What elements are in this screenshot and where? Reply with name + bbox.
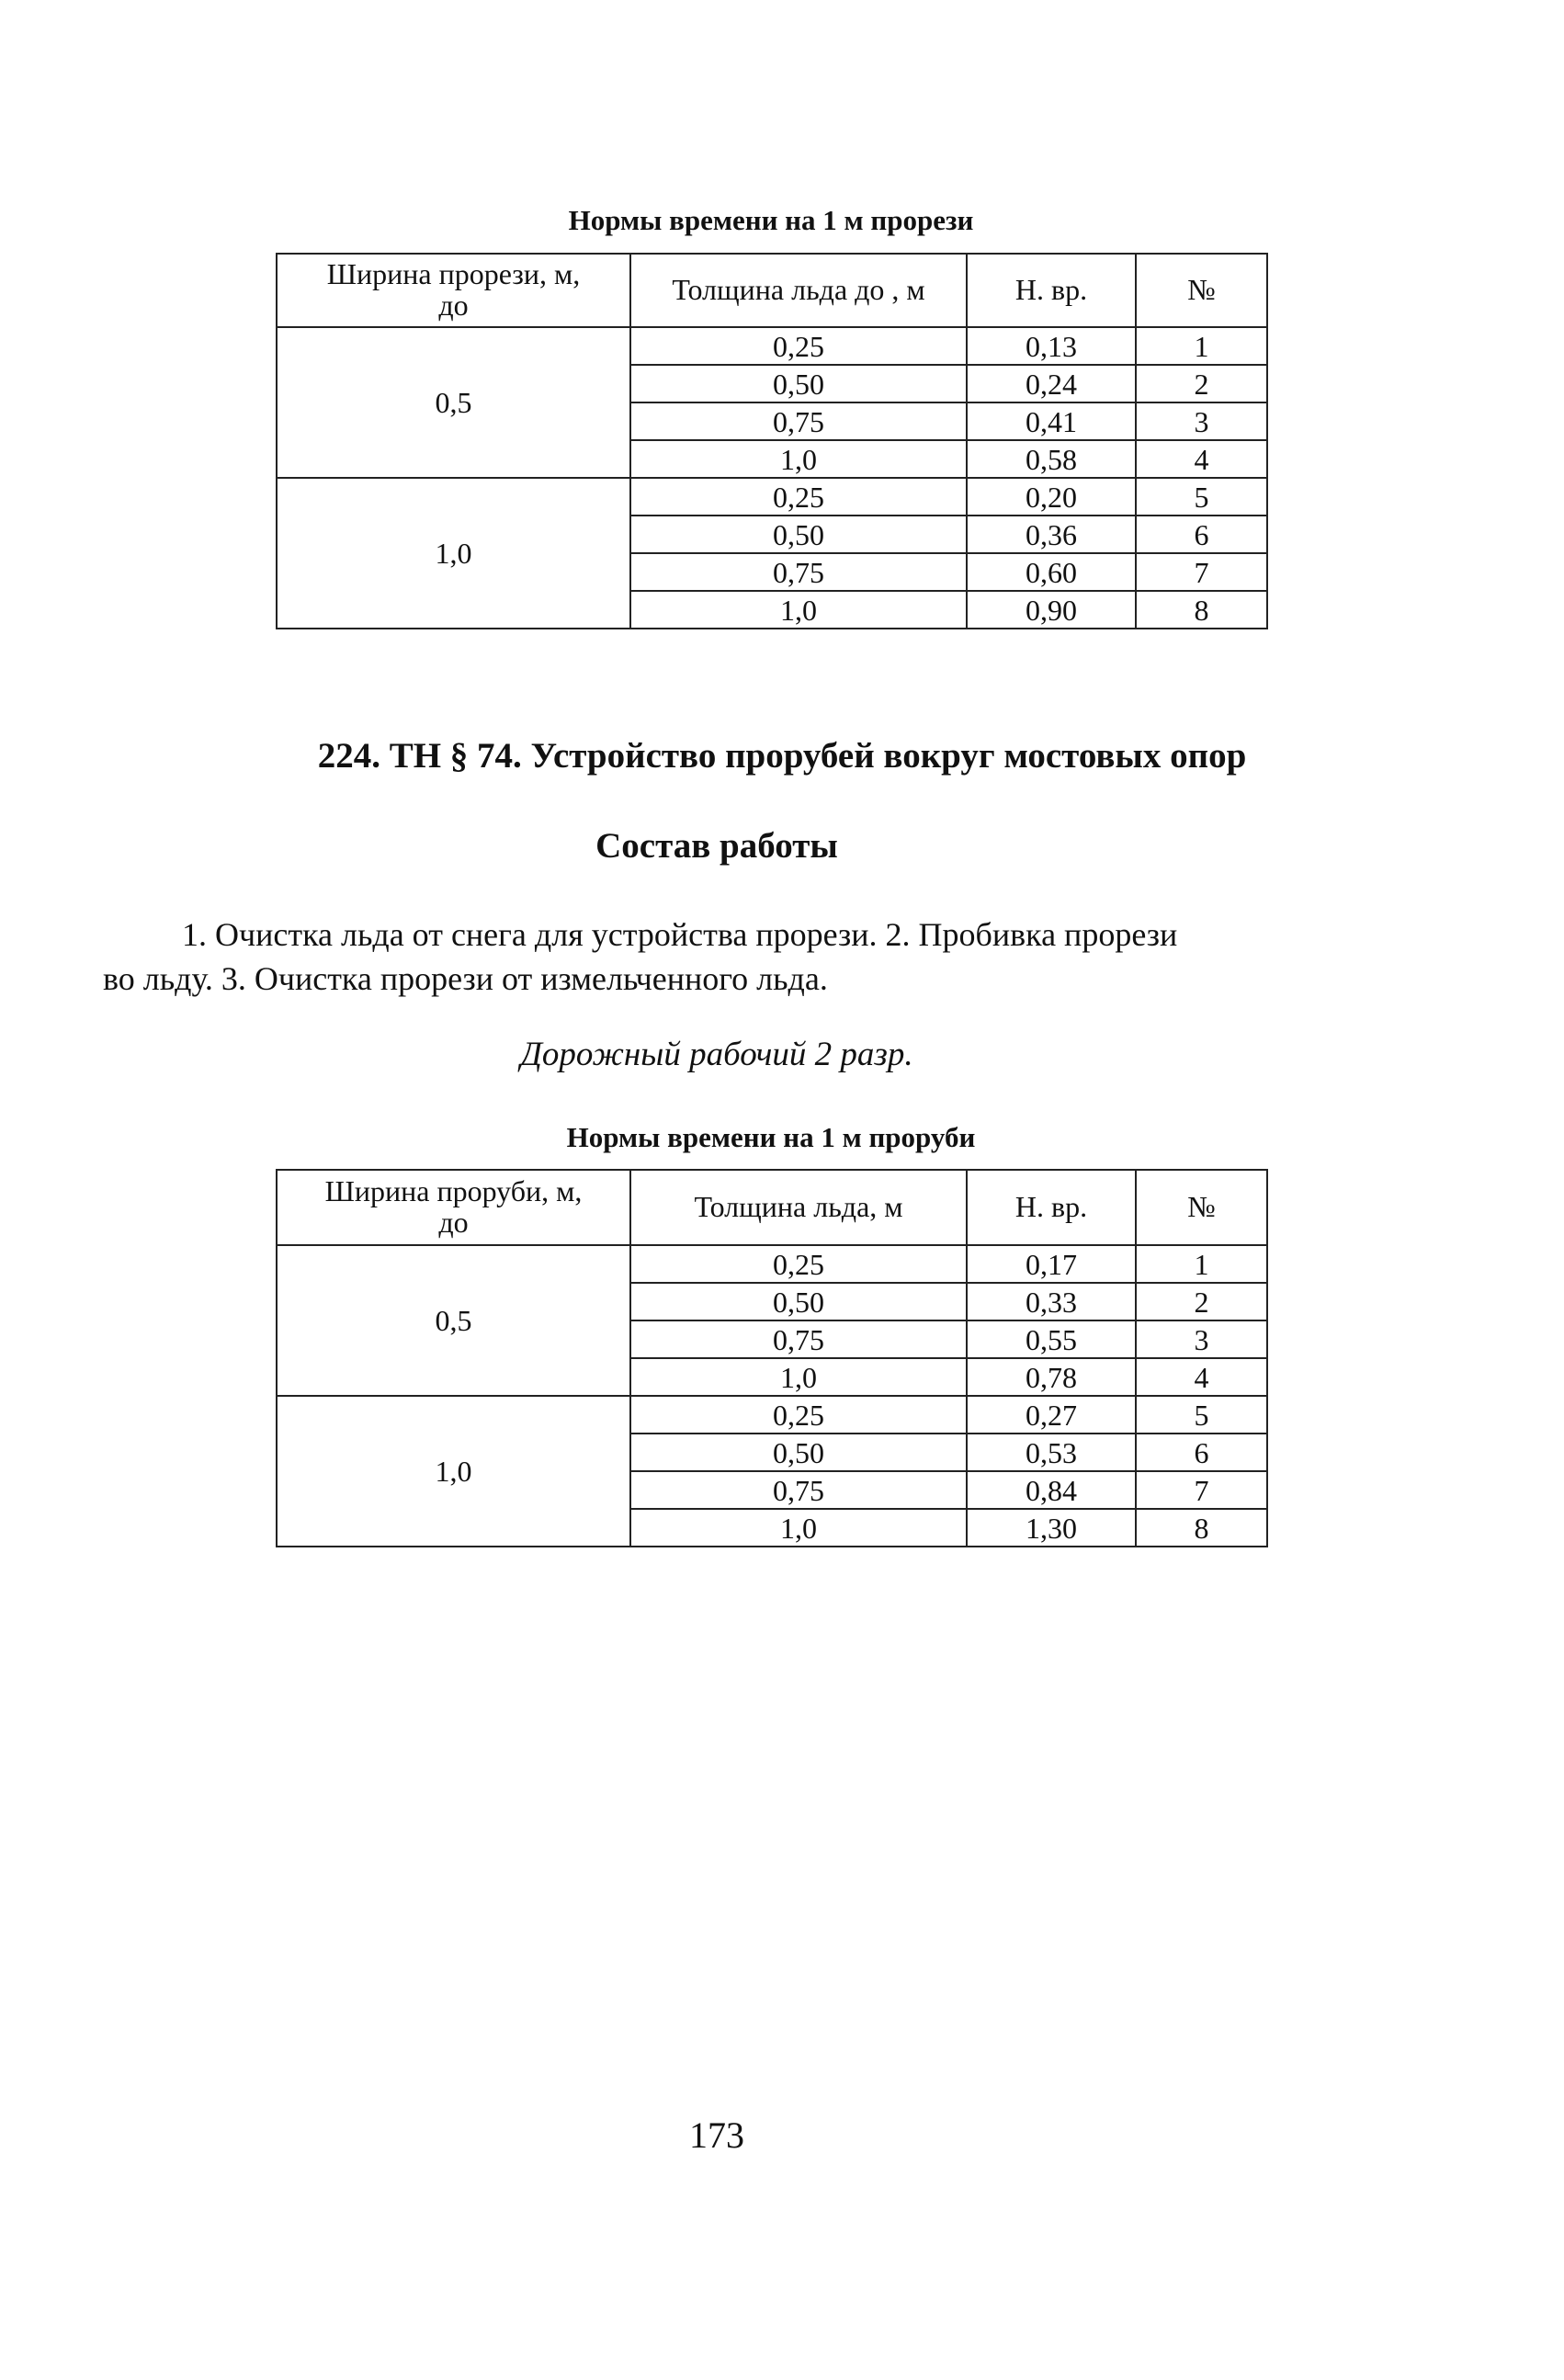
table1-header-row: [277, 254, 1267, 327]
table2-number-cell: 8: [1136, 1509, 1267, 1547]
table1-number-cell: 4: [1136, 440, 1267, 478]
table1-header-width: Ширина прорези, м, до: [277, 254, 630, 327]
work-composition-heading: Состав работы: [595, 826, 838, 866]
table1: [276, 253, 1268, 629]
table1-group-width: 1,0: [277, 478, 630, 629]
table2-header-number: №: [1136, 1170, 1267, 1245]
table2-thickness-cell: 1,0: [630, 1509, 967, 1547]
table1-thickness-cell: 0,50: [630, 365, 967, 402]
table1-header-thickness: Толщина льда до , м: [630, 254, 967, 327]
table2-thickness-cell: 0,50: [630, 1434, 967, 1471]
table2-number-cell: 7: [1136, 1471, 1267, 1509]
table1-caption: Нормы времени на 1 м прорези: [568, 204, 974, 236]
table1-number-cell: 6: [1136, 516, 1267, 553]
table2-norm-cell: 0,27: [967, 1396, 1136, 1434]
table2-header-norm: Н. вр.: [967, 1170, 1136, 1245]
table1-thickness-cell: 1,0: [630, 591, 967, 629]
table2-header-thickness: Толщина льда, м: [630, 1170, 967, 1245]
page-number: 173: [689, 2114, 744, 2156]
table1-number-cell: 8: [1136, 591, 1267, 629]
table2-number-cell: 5: [1136, 1396, 1267, 1434]
table-row: [277, 478, 1267, 516]
work-composition-line-1: 1. Очистка льда от снега для устройства прорези. 2. Пробивка прорези: [182, 916, 1178, 953]
table1-header-norm: Н. вр.: [967, 254, 1136, 327]
table2-header-width: Ширина проруби, м, до: [277, 1170, 630, 1245]
table1-norm-cell: 0,13: [967, 327, 1136, 365]
table2-norm-cell: 0,55: [967, 1320, 1136, 1358]
table1-thickness-cell: 1,0: [630, 440, 967, 478]
table1-number-cell: 3: [1136, 402, 1267, 440]
table1-number-cell: 2: [1136, 365, 1267, 402]
work-composition-line-2: во льду. 3. Очистка прорези от измельченного льда.: [103, 960, 828, 997]
table1-thickness-cell: 0,50: [630, 516, 967, 553]
table1-norm-cell: 0,20: [967, 478, 1136, 516]
table2-norm-cell: 0,17: [967, 1245, 1136, 1283]
table1-norm-cell: 0,24: [967, 365, 1136, 402]
table2-thickness-cell: 0,75: [630, 1320, 967, 1358]
table1-thickness-cell: 0,25: [630, 327, 967, 365]
table1-norm-cell: 0,60: [967, 553, 1136, 591]
table1-number-cell: 7: [1136, 553, 1267, 591]
table2-caption: Нормы времени на 1 м проруби: [566, 1121, 976, 1153]
table-row: [277, 1396, 1267, 1434]
table2-number-cell: 4: [1136, 1358, 1267, 1396]
table1-number-cell: 5: [1136, 478, 1267, 516]
table2-thickness-cell: 0,25: [630, 1245, 967, 1283]
section-heading: 224. ТН § 74. Устройство прорубей вокруг мостовых опор: [317, 736, 1247, 776]
table2-norm-cell: 0,84: [967, 1471, 1136, 1509]
table2-thickness-cell: 0,75: [630, 1471, 967, 1509]
table1-norm-cell: 0,58: [967, 440, 1136, 478]
table2-thickness-cell: 1,0: [630, 1358, 967, 1396]
table2-norm-cell: 0,33: [967, 1283, 1136, 1320]
worker-category: Дорожный рабочий 2 разр.: [520, 1036, 913, 1073]
table2-number-cell: 1: [1136, 1245, 1267, 1283]
table2-norm-cell: 0,78: [967, 1358, 1136, 1396]
table1-thickness-cell: 0,25: [630, 478, 967, 516]
table1-thickness-cell: 0,75: [630, 553, 967, 591]
table2-group-width: 1,0: [277, 1396, 630, 1547]
table-row: [277, 327, 1267, 365]
table2-group-width: 0,5: [277, 1245, 630, 1396]
table2-number-cell: 6: [1136, 1434, 1267, 1471]
table1-header-number: №: [1136, 254, 1267, 327]
table-row: [277, 1245, 1267, 1283]
table2-thickness-cell: 0,50: [630, 1283, 967, 1320]
table1-group-width: 0,5: [277, 327, 630, 478]
table2-number-cell: 2: [1136, 1283, 1267, 1320]
table2-number-cell: 3: [1136, 1320, 1267, 1358]
table1-thickness-cell: 0,75: [630, 402, 967, 440]
table1-number-cell: 1: [1136, 327, 1267, 365]
table2-header-row: [277, 1170, 1267, 1245]
table2-thickness-cell: 0,25: [630, 1396, 967, 1434]
table1-norm-cell: 0,41: [967, 402, 1136, 440]
table1-norm-cell: 0,36: [967, 516, 1136, 553]
table2-norm-cell: 0,53: [967, 1434, 1136, 1471]
table1-norm-cell: 0,90: [967, 591, 1136, 629]
table2: [276, 1169, 1268, 1547]
table2-norm-cell: 1,30: [967, 1509, 1136, 1547]
